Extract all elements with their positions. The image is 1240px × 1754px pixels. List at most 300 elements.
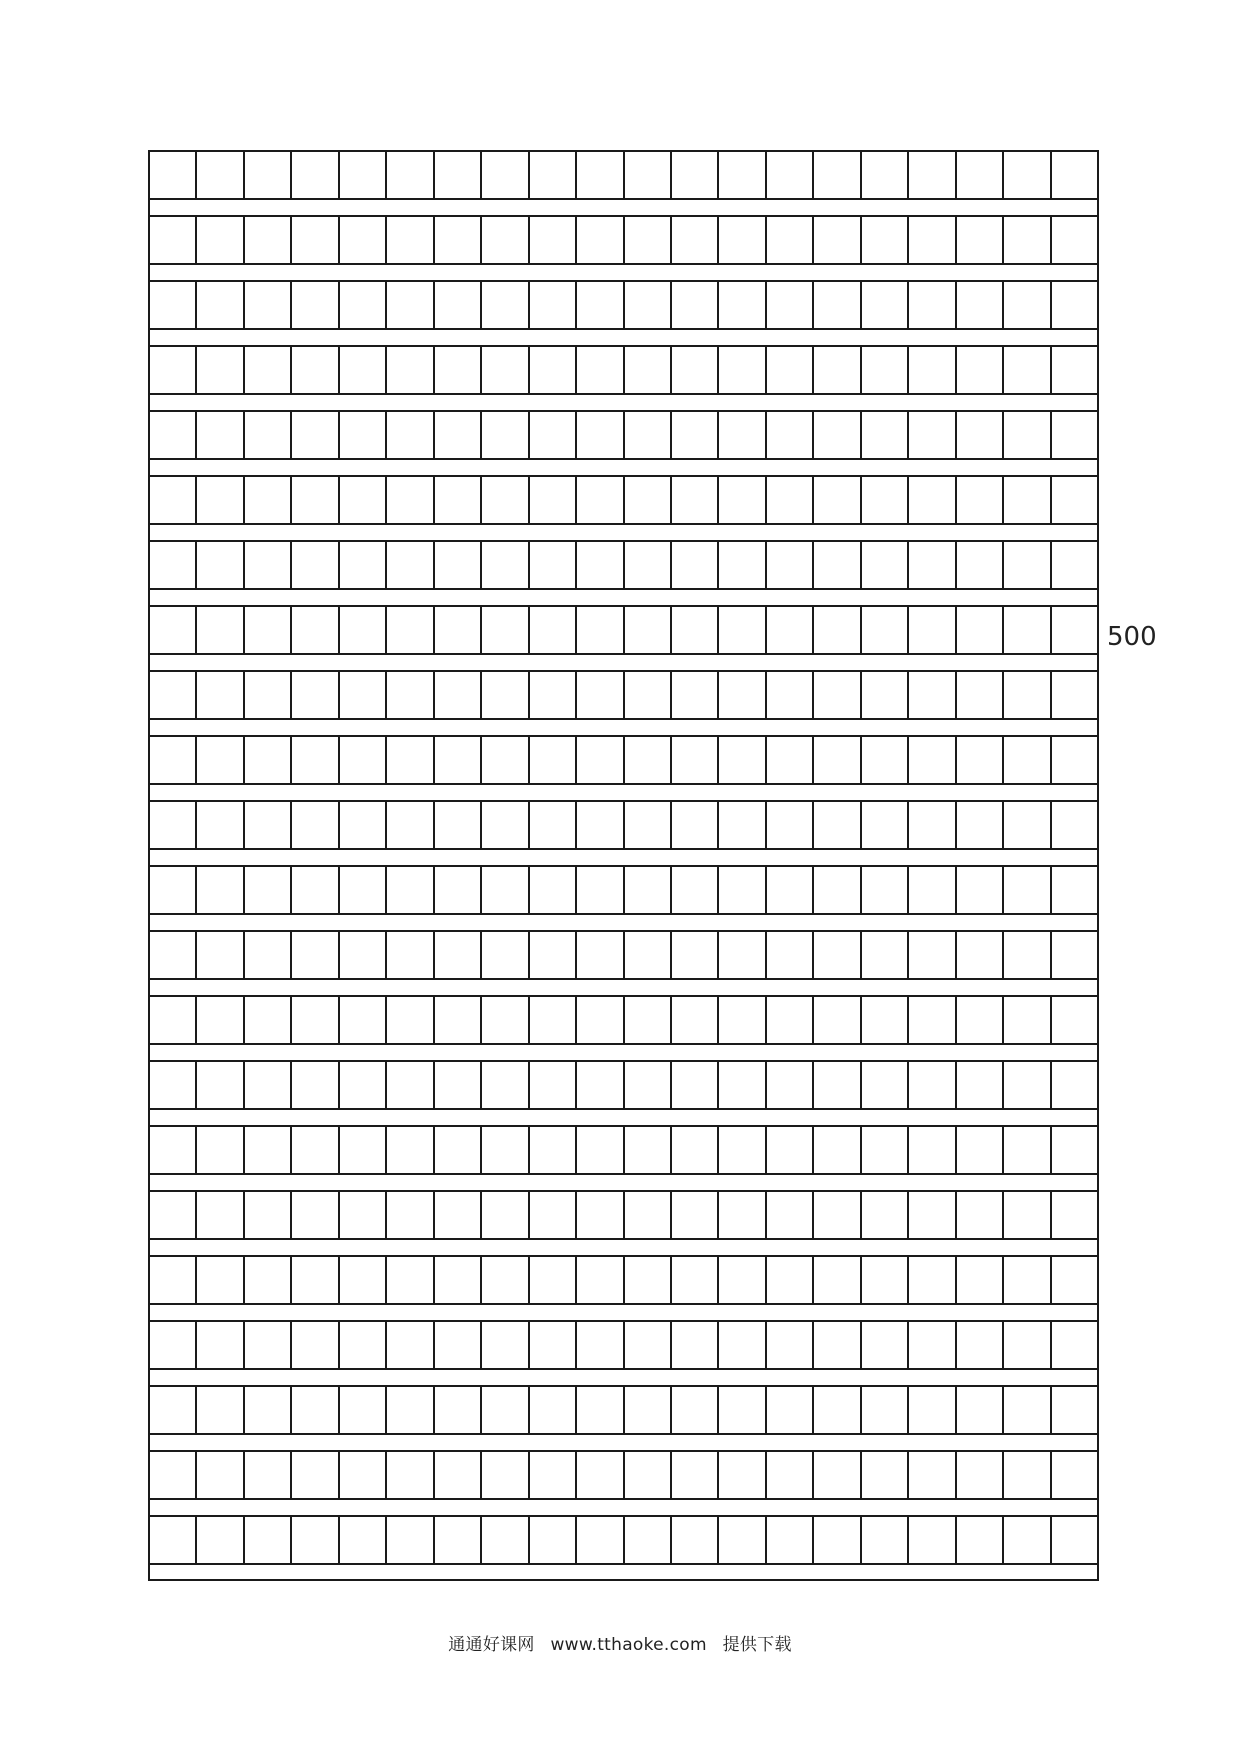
grid-cell <box>482 217 529 263</box>
grid-cell <box>340 1387 387 1433</box>
grid-cell <box>625 1387 672 1433</box>
grid-cell <box>197 867 244 913</box>
grid-cell <box>767 672 814 718</box>
grid-cell <box>150 672 197 718</box>
row-gap <box>150 915 1097 930</box>
grid-row <box>150 670 1097 720</box>
grid-cell <box>1004 867 1051 913</box>
grid-row <box>150 345 1097 395</box>
grid-cell <box>1004 152 1051 198</box>
grid-cell <box>672 1257 719 1303</box>
grid-cell <box>387 997 434 1043</box>
grid-cell <box>577 1387 624 1433</box>
grid-cell <box>719 412 766 458</box>
grid-cell <box>435 152 482 198</box>
grid-cell <box>862 152 909 198</box>
grid-row <box>150 1060 1097 1110</box>
grid-cell <box>245 997 292 1043</box>
grid-cell <box>150 1127 197 1173</box>
grid-cell <box>482 1062 529 1108</box>
grid-cell <box>387 1517 434 1563</box>
grid-cell <box>292 1257 339 1303</box>
row-gap <box>150 850 1097 865</box>
grid-cell <box>530 1062 577 1108</box>
grid-cell <box>862 867 909 913</box>
row-gap <box>150 525 1097 540</box>
grid-cell <box>862 607 909 653</box>
row-gap <box>150 200 1097 215</box>
grid-cell <box>197 282 244 328</box>
grid-cell <box>435 282 482 328</box>
grid-cell <box>340 152 387 198</box>
grid-cell <box>862 997 909 1043</box>
grid-cell <box>482 477 529 523</box>
grid-cell <box>482 152 529 198</box>
grid-cell <box>340 1062 387 1108</box>
grid-cell <box>814 672 861 718</box>
grid-cell <box>150 1387 197 1433</box>
grid-cell <box>719 737 766 783</box>
grid-cell <box>245 152 292 198</box>
grid-cell <box>767 542 814 588</box>
grid-cell <box>197 1192 244 1238</box>
grid-cell <box>577 1322 624 1368</box>
grid-cell <box>1004 1192 1051 1238</box>
grid-cell <box>719 997 766 1043</box>
grid-cell <box>625 217 672 263</box>
grid-cell <box>957 1322 1004 1368</box>
grid-cell <box>150 347 197 393</box>
grid-cell <box>672 802 719 848</box>
grid-cell <box>1004 282 1051 328</box>
grid-cell <box>957 1192 1004 1238</box>
grid-cell <box>292 802 339 848</box>
grid-cell <box>340 607 387 653</box>
grid-cell <box>435 217 482 263</box>
grid-cell <box>909 282 956 328</box>
grid-cell <box>387 152 434 198</box>
grid-cell <box>1004 477 1051 523</box>
row-gap <box>150 655 1097 670</box>
grid-cell <box>1052 152 1097 198</box>
grid-cell <box>387 412 434 458</box>
grid-cell <box>387 1322 434 1368</box>
grid-cell <box>245 347 292 393</box>
grid-cell <box>482 672 529 718</box>
grid-cell <box>340 1127 387 1173</box>
row-gap <box>150 1240 1097 1255</box>
grid-cell <box>767 607 814 653</box>
grid-cell <box>482 867 529 913</box>
grid-cell <box>719 217 766 263</box>
grid-cell <box>1052 542 1097 588</box>
grid-cell <box>625 997 672 1043</box>
grid-cell <box>672 282 719 328</box>
grid-cell <box>292 932 339 978</box>
grid-cell <box>719 1192 766 1238</box>
grid-cell <box>767 217 814 263</box>
grid-cell <box>672 1452 719 1498</box>
grid-cell <box>909 1517 956 1563</box>
grid-cell <box>530 932 577 978</box>
grid-row <box>150 1125 1097 1175</box>
grid-cell <box>767 347 814 393</box>
grid-cell <box>862 1127 909 1173</box>
grid-cell <box>862 1257 909 1303</box>
grid-row <box>150 1515 1097 1565</box>
grid-cell <box>625 1192 672 1238</box>
grid-cell <box>767 1127 814 1173</box>
grid-cell <box>150 737 197 783</box>
grid-cell <box>814 1062 861 1108</box>
grid-cell <box>292 867 339 913</box>
grid-cell <box>862 412 909 458</box>
grid-cell <box>957 1387 1004 1433</box>
grid-cell <box>814 217 861 263</box>
grid-cell <box>197 1127 244 1173</box>
grid-cell <box>957 607 1004 653</box>
grid-cell <box>719 672 766 718</box>
grid-cell <box>197 1387 244 1433</box>
grid-row <box>150 215 1097 265</box>
grid-cell <box>197 802 244 848</box>
grid-cell <box>1052 802 1097 848</box>
grid-cell <box>245 1257 292 1303</box>
grid-cell <box>625 412 672 458</box>
grid-cell <box>1004 737 1051 783</box>
grid-cell <box>197 542 244 588</box>
grid-cell <box>577 737 624 783</box>
grid-cell <box>387 1127 434 1173</box>
grid-cell <box>862 282 909 328</box>
grid-cell <box>909 477 956 523</box>
grid-cell <box>340 1452 387 1498</box>
grid-cell <box>150 997 197 1043</box>
grid-cell <box>150 1322 197 1368</box>
grid-cell <box>482 1387 529 1433</box>
grid-cell <box>719 282 766 328</box>
grid-cell <box>530 1257 577 1303</box>
grid-cell <box>957 477 1004 523</box>
grid-cell <box>625 867 672 913</box>
grid-cell <box>245 542 292 588</box>
row-gap <box>150 1175 1097 1190</box>
grid-cell <box>387 932 434 978</box>
grid-cell <box>245 737 292 783</box>
grid-row <box>150 1255 1097 1305</box>
grid-cell <box>862 542 909 588</box>
grid-cell <box>625 1517 672 1563</box>
grid-cell <box>340 737 387 783</box>
grid-cell <box>1004 412 1051 458</box>
grid-cell <box>957 217 1004 263</box>
grid-cell <box>530 1517 577 1563</box>
grid-cell <box>435 1517 482 1563</box>
grid-cell <box>1004 672 1051 718</box>
grid-cell <box>625 737 672 783</box>
grid-cell <box>577 867 624 913</box>
grid-cell <box>245 932 292 978</box>
grid-cell <box>767 802 814 848</box>
grid-cell <box>340 542 387 588</box>
grid-cell <box>292 542 339 588</box>
grid-row <box>150 995 1097 1045</box>
grid-cell <box>719 1062 766 1108</box>
grid-cell <box>530 802 577 848</box>
grid-cell <box>245 282 292 328</box>
grid-cell <box>625 542 672 588</box>
grid-cell <box>814 1517 861 1563</box>
grid-cell <box>957 997 1004 1043</box>
grid-cell <box>340 1322 387 1368</box>
grid-cell <box>625 347 672 393</box>
grid-cell <box>577 672 624 718</box>
grid-cell <box>814 1257 861 1303</box>
grid-row <box>150 475 1097 525</box>
grid-cell <box>814 997 861 1043</box>
grid-cell <box>814 1127 861 1173</box>
grid-cell <box>957 1517 1004 1563</box>
grid-cell <box>245 607 292 653</box>
grid-cell <box>814 607 861 653</box>
grid-cell <box>245 1517 292 1563</box>
grid-cell <box>292 737 339 783</box>
row-gap <box>150 590 1097 605</box>
grid-cell <box>577 1192 624 1238</box>
grid-cell <box>482 932 529 978</box>
grid-row <box>150 280 1097 330</box>
grid-cell <box>197 1322 244 1368</box>
grid-cell <box>625 1062 672 1108</box>
row-gap <box>150 1500 1097 1515</box>
grid-row <box>150 1450 1097 1500</box>
grid-cell <box>767 477 814 523</box>
grid-cell <box>340 672 387 718</box>
grid-cell <box>197 737 244 783</box>
grid-cell <box>340 477 387 523</box>
grid-cell <box>672 152 719 198</box>
grid-cell <box>197 347 244 393</box>
grid-cell <box>814 152 861 198</box>
grid-cell <box>719 347 766 393</box>
grid-cell <box>767 412 814 458</box>
grid-cell <box>530 152 577 198</box>
grid-cell <box>1052 672 1097 718</box>
grid-cell <box>1052 1452 1097 1498</box>
grid-cell <box>245 217 292 263</box>
grid-cell <box>577 1062 624 1108</box>
grid-cell <box>245 867 292 913</box>
grid-cell <box>530 1127 577 1173</box>
grid-cell <box>767 1062 814 1108</box>
grid-cell <box>435 607 482 653</box>
grid-cell <box>150 152 197 198</box>
grid-cell <box>1004 1062 1051 1108</box>
row-gap <box>150 720 1097 735</box>
grid-cell <box>719 152 766 198</box>
row-gap <box>150 980 1097 995</box>
grid-cell <box>292 477 339 523</box>
grid-cell <box>1004 1452 1051 1498</box>
grid-cell <box>197 412 244 458</box>
grid-cell <box>292 412 339 458</box>
grid-cell <box>957 282 1004 328</box>
footer-suffix: 提供下载 <box>722 1635 792 1655</box>
row-gap <box>150 395 1097 410</box>
grid-cell <box>387 607 434 653</box>
grid-cell <box>482 1517 529 1563</box>
grid-cell <box>625 1257 672 1303</box>
grid-cell <box>530 607 577 653</box>
grid-cell <box>387 1452 434 1498</box>
grid-cell <box>909 737 956 783</box>
grid-cell <box>625 1452 672 1498</box>
grid-cell <box>1052 412 1097 458</box>
grid-cell <box>767 282 814 328</box>
grid-cell <box>862 1517 909 1563</box>
grid-cell <box>340 932 387 978</box>
grid-cell <box>814 477 861 523</box>
grid-cell <box>577 997 624 1043</box>
grid-cell <box>435 672 482 718</box>
grid-cell <box>625 1127 672 1173</box>
grid-cell <box>909 347 956 393</box>
grid-cell <box>909 1062 956 1108</box>
grid-cell <box>1004 1322 1051 1368</box>
grid-cell <box>482 1192 529 1238</box>
grid-cell <box>1052 1062 1097 1108</box>
row-gap <box>150 1435 1097 1450</box>
grid-cell <box>530 1192 577 1238</box>
grid-cell <box>435 477 482 523</box>
grid-cell <box>719 542 766 588</box>
grid-cell <box>625 1322 672 1368</box>
grid-cell <box>435 1322 482 1368</box>
row-gap <box>150 1045 1097 1060</box>
grid-cell <box>957 152 1004 198</box>
grid-cell <box>435 1127 482 1173</box>
grid-cell <box>292 1192 339 1238</box>
grid-cell <box>197 997 244 1043</box>
grid-cell <box>767 737 814 783</box>
grid-cell <box>150 412 197 458</box>
grid-cell <box>814 1452 861 1498</box>
grid-cell <box>1052 1192 1097 1238</box>
grid-cell <box>719 1517 766 1563</box>
grid-cell <box>245 1322 292 1368</box>
grid-cell <box>435 1257 482 1303</box>
grid-cell <box>719 802 766 848</box>
grid-cell <box>909 152 956 198</box>
grid-cell <box>1004 1387 1051 1433</box>
grid-cell <box>672 607 719 653</box>
grid-row <box>150 150 1097 200</box>
grid-cell <box>1004 1257 1051 1303</box>
grid-cell <box>340 867 387 913</box>
grid-cell <box>197 1517 244 1563</box>
grid-cell <box>862 347 909 393</box>
row-gap <box>150 1110 1097 1125</box>
grid-cell <box>387 542 434 588</box>
grid-cell <box>719 932 766 978</box>
grid-cell <box>672 1192 719 1238</box>
grid-cell <box>340 802 387 848</box>
grid-cell <box>482 1127 529 1173</box>
footer-url[interactable]: www.tthaoke.com <box>550 1635 707 1655</box>
grid-cell <box>530 737 577 783</box>
grid-cell <box>292 1062 339 1108</box>
grid-cell <box>292 607 339 653</box>
grid-cell <box>672 1322 719 1368</box>
grid-cell <box>292 1322 339 1368</box>
grid-cell <box>340 217 387 263</box>
grid-cell <box>245 477 292 523</box>
grid-row <box>150 605 1097 655</box>
grid-cell <box>150 932 197 978</box>
grid-cell <box>387 1257 434 1303</box>
grid-cell <box>435 412 482 458</box>
grid-cell <box>577 152 624 198</box>
grid-cell <box>1052 282 1097 328</box>
grid-cell <box>1004 607 1051 653</box>
footer-site-name: 通通好课网 <box>448 1635 535 1655</box>
grid-cell <box>387 282 434 328</box>
footer <box>0 1630 1240 1655</box>
grid-cell <box>719 607 766 653</box>
grid-cell <box>530 997 577 1043</box>
grid-row <box>150 865 1097 915</box>
grid-cell <box>767 997 814 1043</box>
grid-cell <box>862 1322 909 1368</box>
grid-cell <box>719 1452 766 1498</box>
grid-cell <box>1052 867 1097 913</box>
grid-cell <box>245 1127 292 1173</box>
grid-cell <box>625 152 672 198</box>
grid-cell <box>387 477 434 523</box>
grid-cell <box>862 672 909 718</box>
grid-cell <box>435 542 482 588</box>
grid-cell <box>150 802 197 848</box>
grid-cell <box>862 217 909 263</box>
grid-cell <box>1052 1517 1097 1563</box>
grid-cell <box>245 1452 292 1498</box>
row-gap <box>150 1565 1097 1581</box>
grid-cell <box>957 1062 1004 1108</box>
grid-cell <box>340 282 387 328</box>
grid-cell <box>1052 932 1097 978</box>
grid-cell <box>767 1322 814 1368</box>
grid-cell <box>435 997 482 1043</box>
grid-cell <box>625 607 672 653</box>
row-gap <box>150 1370 1097 1385</box>
grid-cell <box>957 672 1004 718</box>
grid-cell <box>814 1322 861 1368</box>
grid-cell <box>150 867 197 913</box>
grid-cell <box>577 282 624 328</box>
grid-cell <box>767 1452 814 1498</box>
grid-row <box>150 410 1097 460</box>
grid-cell <box>577 477 624 523</box>
grid-cell <box>482 1452 529 1498</box>
grid-cell <box>719 1257 766 1303</box>
grid-cell <box>197 152 244 198</box>
grid-cell <box>577 1517 624 1563</box>
grid-cell <box>150 607 197 653</box>
grid-cell <box>292 997 339 1043</box>
grid-cell <box>577 217 624 263</box>
grid-cell <box>1004 542 1051 588</box>
grid-cell <box>530 282 577 328</box>
